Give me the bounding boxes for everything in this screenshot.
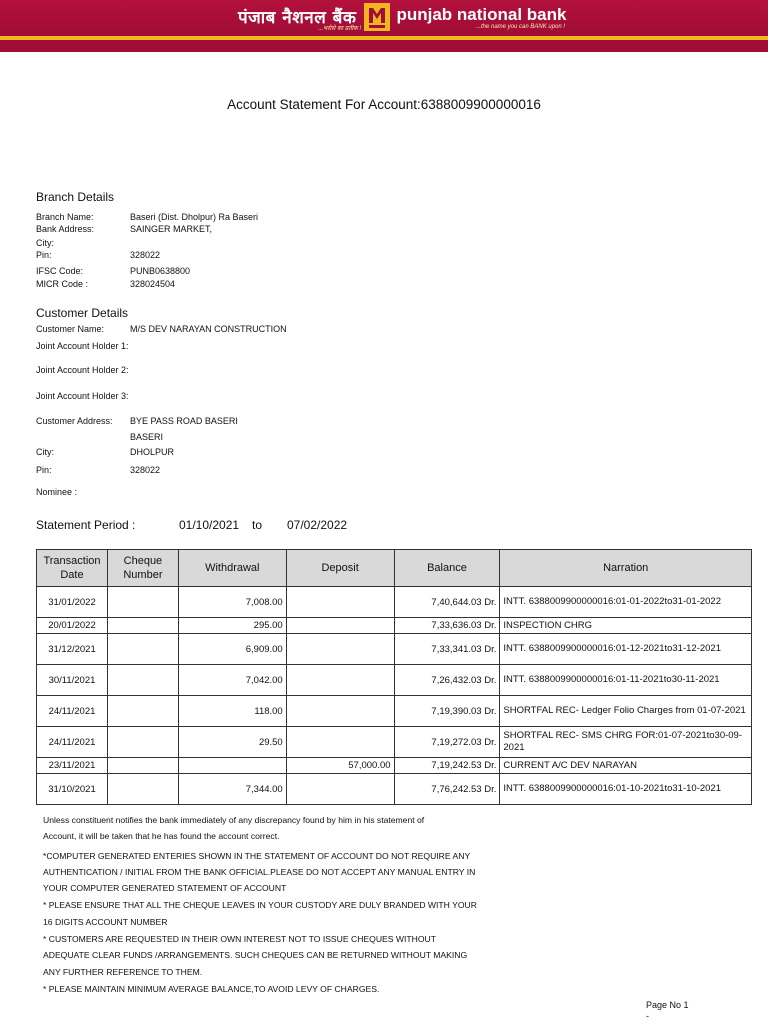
cell-narration: SHORTFAL REC- SMS CHRG FOR:01-07-2021to30-09-2021	[500, 727, 752, 758]
cell-balance: 7,76,242.53 Dr.	[394, 774, 500, 805]
pnb-emblem-icon	[364, 3, 390, 31]
cell-balance: 7,26,432.03 Dr.	[394, 665, 500, 696]
table-header-row	[37, 550, 752, 587]
note-line: * PLEASE ENSURE THAT ALL THE CHEQUE LEAVES IN YOUR CUSTODY ARE DULY BRANDED WITH YOUR	[43, 900, 477, 911]
note-line: Unless constituent notifies the bank immediately of any discrepancy found by him in his statement of	[43, 815, 425, 825]
customer-pin-label: Pin:	[36, 465, 52, 475]
micr-value: 328024504	[130, 279, 176, 289]
branch-name-label: Branch Name:	[36, 212, 94, 222]
note-line: *COMPUTER GENERATED ENTERIES SHOWN IN THE STATEMENT OF ACCOUNT DO NOT REQUIRE ANY	[43, 850, 471, 861]
cell-deposit	[286, 634, 394, 665]
cell-narration: INTT. 6388009900000016:01-12-2021to31-12-2021	[500, 634, 752, 665]
cell-date: 31/12/2021	[37, 634, 108, 665]
customer-name-label: Customer Name:	[36, 324, 105, 334]
bank-address-label: Bank Address:	[36, 224, 95, 234]
bank-name-hindi: पंजाब नैशनल बैंक	[238, 8, 357, 28]
note-line: AUTHENTICATION / INITIAL FROM THE BANK OFFICIAL.PLEASE DO NOT ACCEPT ANY MANUAL ENTRY IN	[43, 866, 476, 877]
statement-notes	[43, 812, 503, 997]
header-withdrawal: Withdrawal	[178, 550, 286, 587]
cell-cheque	[107, 665, 178, 696]
cell-narration: INSPECTION CHRG	[500, 618, 752, 634]
bank-logo	[238, 2, 566, 36]
customer-address-line2: BASERI	[130, 432, 164, 442]
header-balance: Balance	[394, 550, 500, 587]
cell-date: 31/10/2021	[37, 774, 108, 805]
nominee-label: Nominee :	[36, 487, 78, 497]
cell-cheque	[107, 618, 178, 634]
note-line: ANY FURTHER REFERENCE TO THEM.	[43, 966, 203, 977]
customer-city-label: City:	[36, 447, 54, 457]
branch-details-heading: Branch Details	[36, 190, 115, 204]
cell-narration: INTT. 6388009900000016:01-11-2021to30-11-2021	[500, 665, 752, 696]
period-to: 07/02/2022	[287, 518, 348, 532]
cell-narration: INTT. 6388009900000016:01-10-2021to31-10-2021	[500, 774, 752, 805]
customer-address-line1: BYE PASS ROAD BASERI	[130, 416, 238, 426]
cell-balance: 7,33,341.03 Dr.	[394, 634, 500, 665]
joint-holder-2-label: Joint Account Holder 2:	[36, 365, 129, 375]
tagline-hindi: ...भरोसे का प्रतीक !	[318, 26, 362, 32]
table-row	[37, 758, 752, 774]
cell-balance: 7,19,390.03 Dr.	[394, 696, 500, 727]
header-transaction-date: Transaction Date	[37, 550, 108, 587]
header-narration: Narration	[500, 550, 752, 587]
note-line: YOUR COMPUTER GENERATED STATEMENT OF ACCOUNT	[43, 883, 287, 894]
cell-cheque	[107, 587, 178, 618]
cell-balance: 7,33,636.03 Dr.	[394, 618, 500, 634]
cell-deposit	[286, 587, 394, 618]
header-deposit: Deposit	[286, 550, 394, 587]
table-row	[37, 618, 752, 634]
ifsc-value: PUNB0638800	[130, 266, 191, 276]
footer-dash: -	[646, 1011, 649, 1021]
cell-withdrawal: 29.50	[178, 727, 286, 758]
cell-withdrawal	[178, 758, 286, 774]
cell-cheque	[107, 727, 178, 758]
note-line: * CUSTOMERS ARE REQUESTED IN THEIR OWN INTEREST NOT TO ISSUE CHEQUES WITHOUT	[43, 934, 436, 945]
cell-date: 30/11/2021	[37, 665, 108, 696]
cell-withdrawal: 6,909.00	[178, 634, 286, 665]
cell-withdrawal: 7,042.00	[178, 665, 286, 696]
bank-address-value: SAINGER MARKET,	[130, 224, 213, 234]
note-line: * PLEASE MAINTAIN MINIMUM AVERAGE BALANCE,TO AVOID LEVY OF CHARGES.	[43, 983, 380, 994]
customer-city-value: DHOLPUR	[130, 447, 175, 457]
header-cheque-number: Cheque Number	[107, 550, 178, 587]
table-row	[37, 727, 752, 758]
branch-pin-value: 328022	[130, 250, 161, 260]
note-line: Account, it will be taken that he has found the account correct.	[43, 831, 280, 842]
cell-withdrawal: 7,344.00	[178, 774, 286, 805]
header-banner	[0, 0, 768, 52]
branch-pin-label: Pin:	[36, 250, 52, 260]
cell-balance: 7,19,242.53 Dr.	[394, 758, 500, 774]
note-line: 16 DIGITS ACCOUNT NUMBER	[43, 916, 168, 927]
page-number: Page No 1	[646, 1000, 689, 1010]
cell-date: 23/11/2021	[37, 758, 108, 774]
branch-name-value: Baseri (Dist. Dholpur) Ra Baseri	[130, 212, 259, 222]
cell-deposit	[286, 665, 394, 696]
transactions-table	[36, 549, 752, 805]
banner-bottom-band	[0, 40, 768, 52]
customer-address-label: Customer Address:	[36, 416, 113, 426]
cell-deposit	[286, 696, 394, 727]
cell-narration: SHORTFAL REC- Ledger Folio Charges from 01-07-2021	[500, 696, 752, 727]
cell-date: 24/11/2021	[37, 696, 108, 727]
cell-narration: CURRENT A/C DEV NARAYAN	[500, 758, 752, 774]
cell-date: 20/01/2022	[37, 618, 108, 634]
cell-cheque	[107, 696, 178, 727]
cell-cheque	[107, 758, 178, 774]
cell-withdrawal: 7,008.00	[178, 587, 286, 618]
table-row	[37, 587, 752, 618]
cell-balance: 7,19,272.03 Dr.	[394, 727, 500, 758]
statement-period-label: Statement Period :	[36, 518, 136, 532]
cell-balance: 7,40,644.03 Dr.	[394, 587, 500, 618]
customer-pin-value: 328022	[130, 465, 161, 475]
bank-name-english: punjab national bank	[396, 5, 567, 24]
cell-cheque	[107, 774, 178, 805]
cell-date: 24/11/2021	[37, 727, 108, 758]
statement-title: Account Statement For Account:6388009900000016	[227, 97, 541, 112]
joint-holder-3-label: Joint Account Holder 3:	[36, 391, 129, 401]
cell-deposit	[286, 774, 394, 805]
branch-city-label: City:	[36, 238, 54, 248]
cell-deposit	[286, 727, 394, 758]
note-line: ADEQUATE CLEAR FUNDS /ARRANGEMENTS. SUCH CHEQUES CAN BE RETURNED WITHOUT MAKING	[43, 950, 468, 961]
micr-label: MICR Code :	[36, 279, 89, 289]
banner-gold-stripe	[0, 36, 768, 40]
cell-deposit	[286, 618, 394, 634]
table-row	[37, 665, 752, 696]
cell-narration: INTT. 6388009900000016:01-01-2022to31-01-2022	[500, 587, 752, 618]
ifsc-label: IFSC Code:	[36, 266, 84, 276]
period-from: 01/10/2021	[179, 518, 240, 532]
period-to-label: to	[252, 518, 263, 532]
cell-cheque	[107, 634, 178, 665]
cell-withdrawal: 295.00	[178, 618, 286, 634]
cell-deposit: 57,000.00	[286, 758, 394, 774]
customer-details-heading: Customer Details	[36, 306, 129, 320]
customer-name-value: M/S DEV NARAYAN CONSTRUCTION	[130, 324, 287, 334]
joint-holder-1-label: Joint Account Holder 1:	[36, 341, 129, 351]
tagline-english: ...the name you can BANK upon !	[476, 24, 566, 30]
cell-date: 31/01/2022	[37, 587, 108, 618]
cell-withdrawal: 118.00	[178, 696, 286, 727]
table-row	[37, 696, 752, 727]
table-row	[37, 774, 752, 805]
table-row	[37, 634, 752, 665]
